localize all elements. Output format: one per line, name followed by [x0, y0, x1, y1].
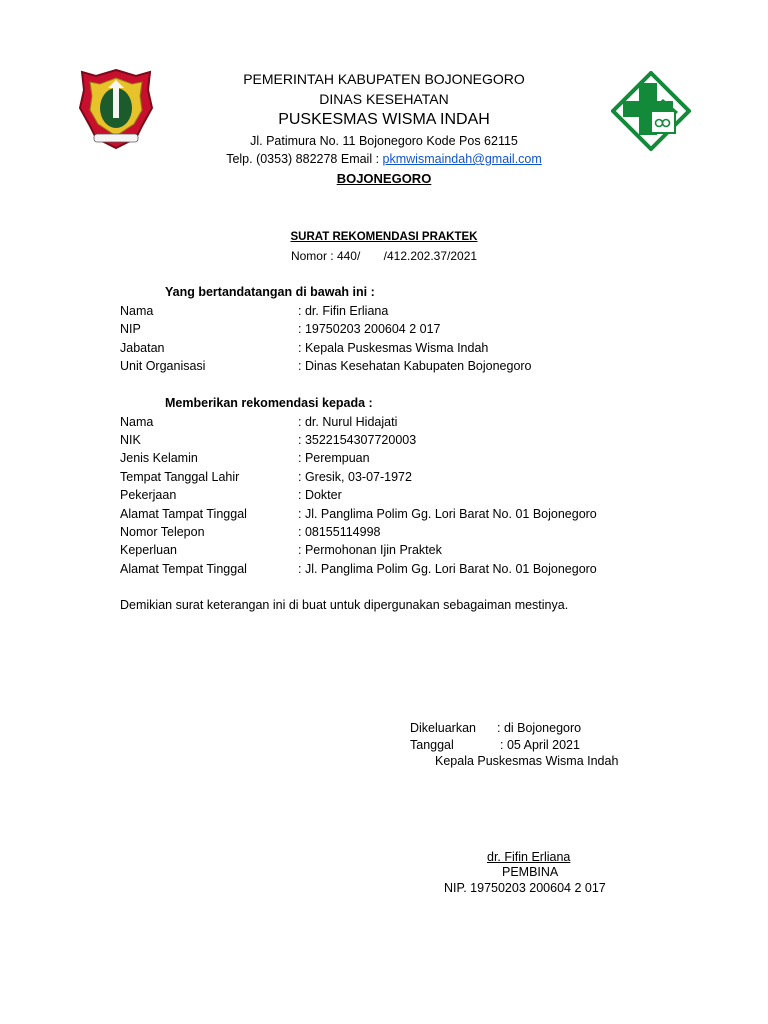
recipient-value: : Dokter — [298, 488, 342, 502]
header-phone: Telp. (0353) 882278 Email : — [226, 152, 383, 166]
recipient-label: Alamat Tempat Tinggal — [120, 562, 247, 576]
signer-label: Nama — [120, 304, 154, 318]
recipient-label: Nama — [120, 415, 154, 429]
header-department: DINAS KESEHATAN — [319, 91, 449, 107]
signer-label: Unit Organisasi — [120, 359, 206, 373]
date-value: : 05 April 2021 — [500, 738, 580, 752]
signer-value: : Kepala Puskesmas Wisma Indah — [298, 341, 489, 355]
recipient-value: : dr. Nurul Hidajati — [298, 415, 398, 429]
recipient-label: NIK — [120, 433, 141, 447]
header-institution: PUSKESMAS WISMA INDAH — [278, 111, 490, 128]
recipient-value: : 08155114998 — [298, 525, 381, 539]
recipient-label: Keperluan — [120, 543, 177, 557]
signer-intro: Yang bertandatangan di bawah ini : — [165, 285, 375, 299]
recipient-value: : Permohonan Ijin Praktek — [298, 543, 442, 557]
recipient-label: Nomor Telepon — [120, 525, 205, 539]
recipient-label: Alamat Tampat Tinggal — [120, 507, 247, 521]
recipient-value: : Jl. Panglima Polim Gg. Lori Barat No. 01 Bojonegoro — [298, 507, 597, 521]
signer-value: : Dinas Kesehatan Kabupaten Bojonegoro — [298, 359, 532, 373]
signer-rank: PEMBINA — [502, 865, 559, 879]
signer-label: Jabatan — [120, 341, 165, 355]
recipient-value: : Perempuan — [298, 451, 370, 465]
closing-statement: Demikian surat keterangan ini di buat untuk dipergunakan sebagaiman mestinya. — [120, 598, 569, 612]
signer-nip: NIP. 19750203 200604 2 017 — [444, 881, 606, 895]
signer-value: : 19750203 200604 2 017 — [298, 322, 441, 336]
letter-title: SURAT REKOMENDASI PRAKTEK — [290, 231, 478, 243]
header-contact — [0, 152, 768, 166]
recipient-label: Pekerjaan — [120, 488, 177, 502]
issued-value: : di Bojonegoro — [497, 721, 582, 735]
recipient-label: Tempat Tanggal Lahir — [120, 470, 240, 484]
recipient-intro: Memberikan rekomendasi kepada : — [165, 396, 373, 410]
signer-name: dr. Fifin Erliana — [487, 850, 571, 864]
signer-value: : dr. Fifin Erliana — [298, 304, 389, 318]
header-email-link[interactable]: pkmwismaindah@gmail.com — [382, 152, 542, 166]
issued-label: Dikeluarkan — [410, 721, 477, 735]
recipient-label: Jenis Kelamin — [120, 451, 198, 465]
recipient-value: : 3522154307720003 — [298, 433, 417, 447]
header-city: BOJONEGORO — [336, 171, 432, 186]
header-address: Jl. Patimura No. 11 Bojonegoro Kode Pos 62115 — [250, 134, 518, 148]
date-label: Tanggal — [410, 738, 454, 752]
recipient-value: : Gresik, 03-07-1972 — [298, 470, 412, 484]
letter-number: Nomor : 440/ /412.202.37/2021 — [290, 249, 478, 263]
recipient-value: : Jl. Panglima Polim Gg. Lori Barat No. 01 Bojonegoro — [298, 562, 597, 576]
signer-label: NIP — [120, 322, 141, 336]
signer-position: Kepala Puskesmas Wisma Indah — [435, 754, 619, 768]
header-government: PEMERINTAH KABUPATEN BOJONEGORO — [243, 71, 525, 87]
